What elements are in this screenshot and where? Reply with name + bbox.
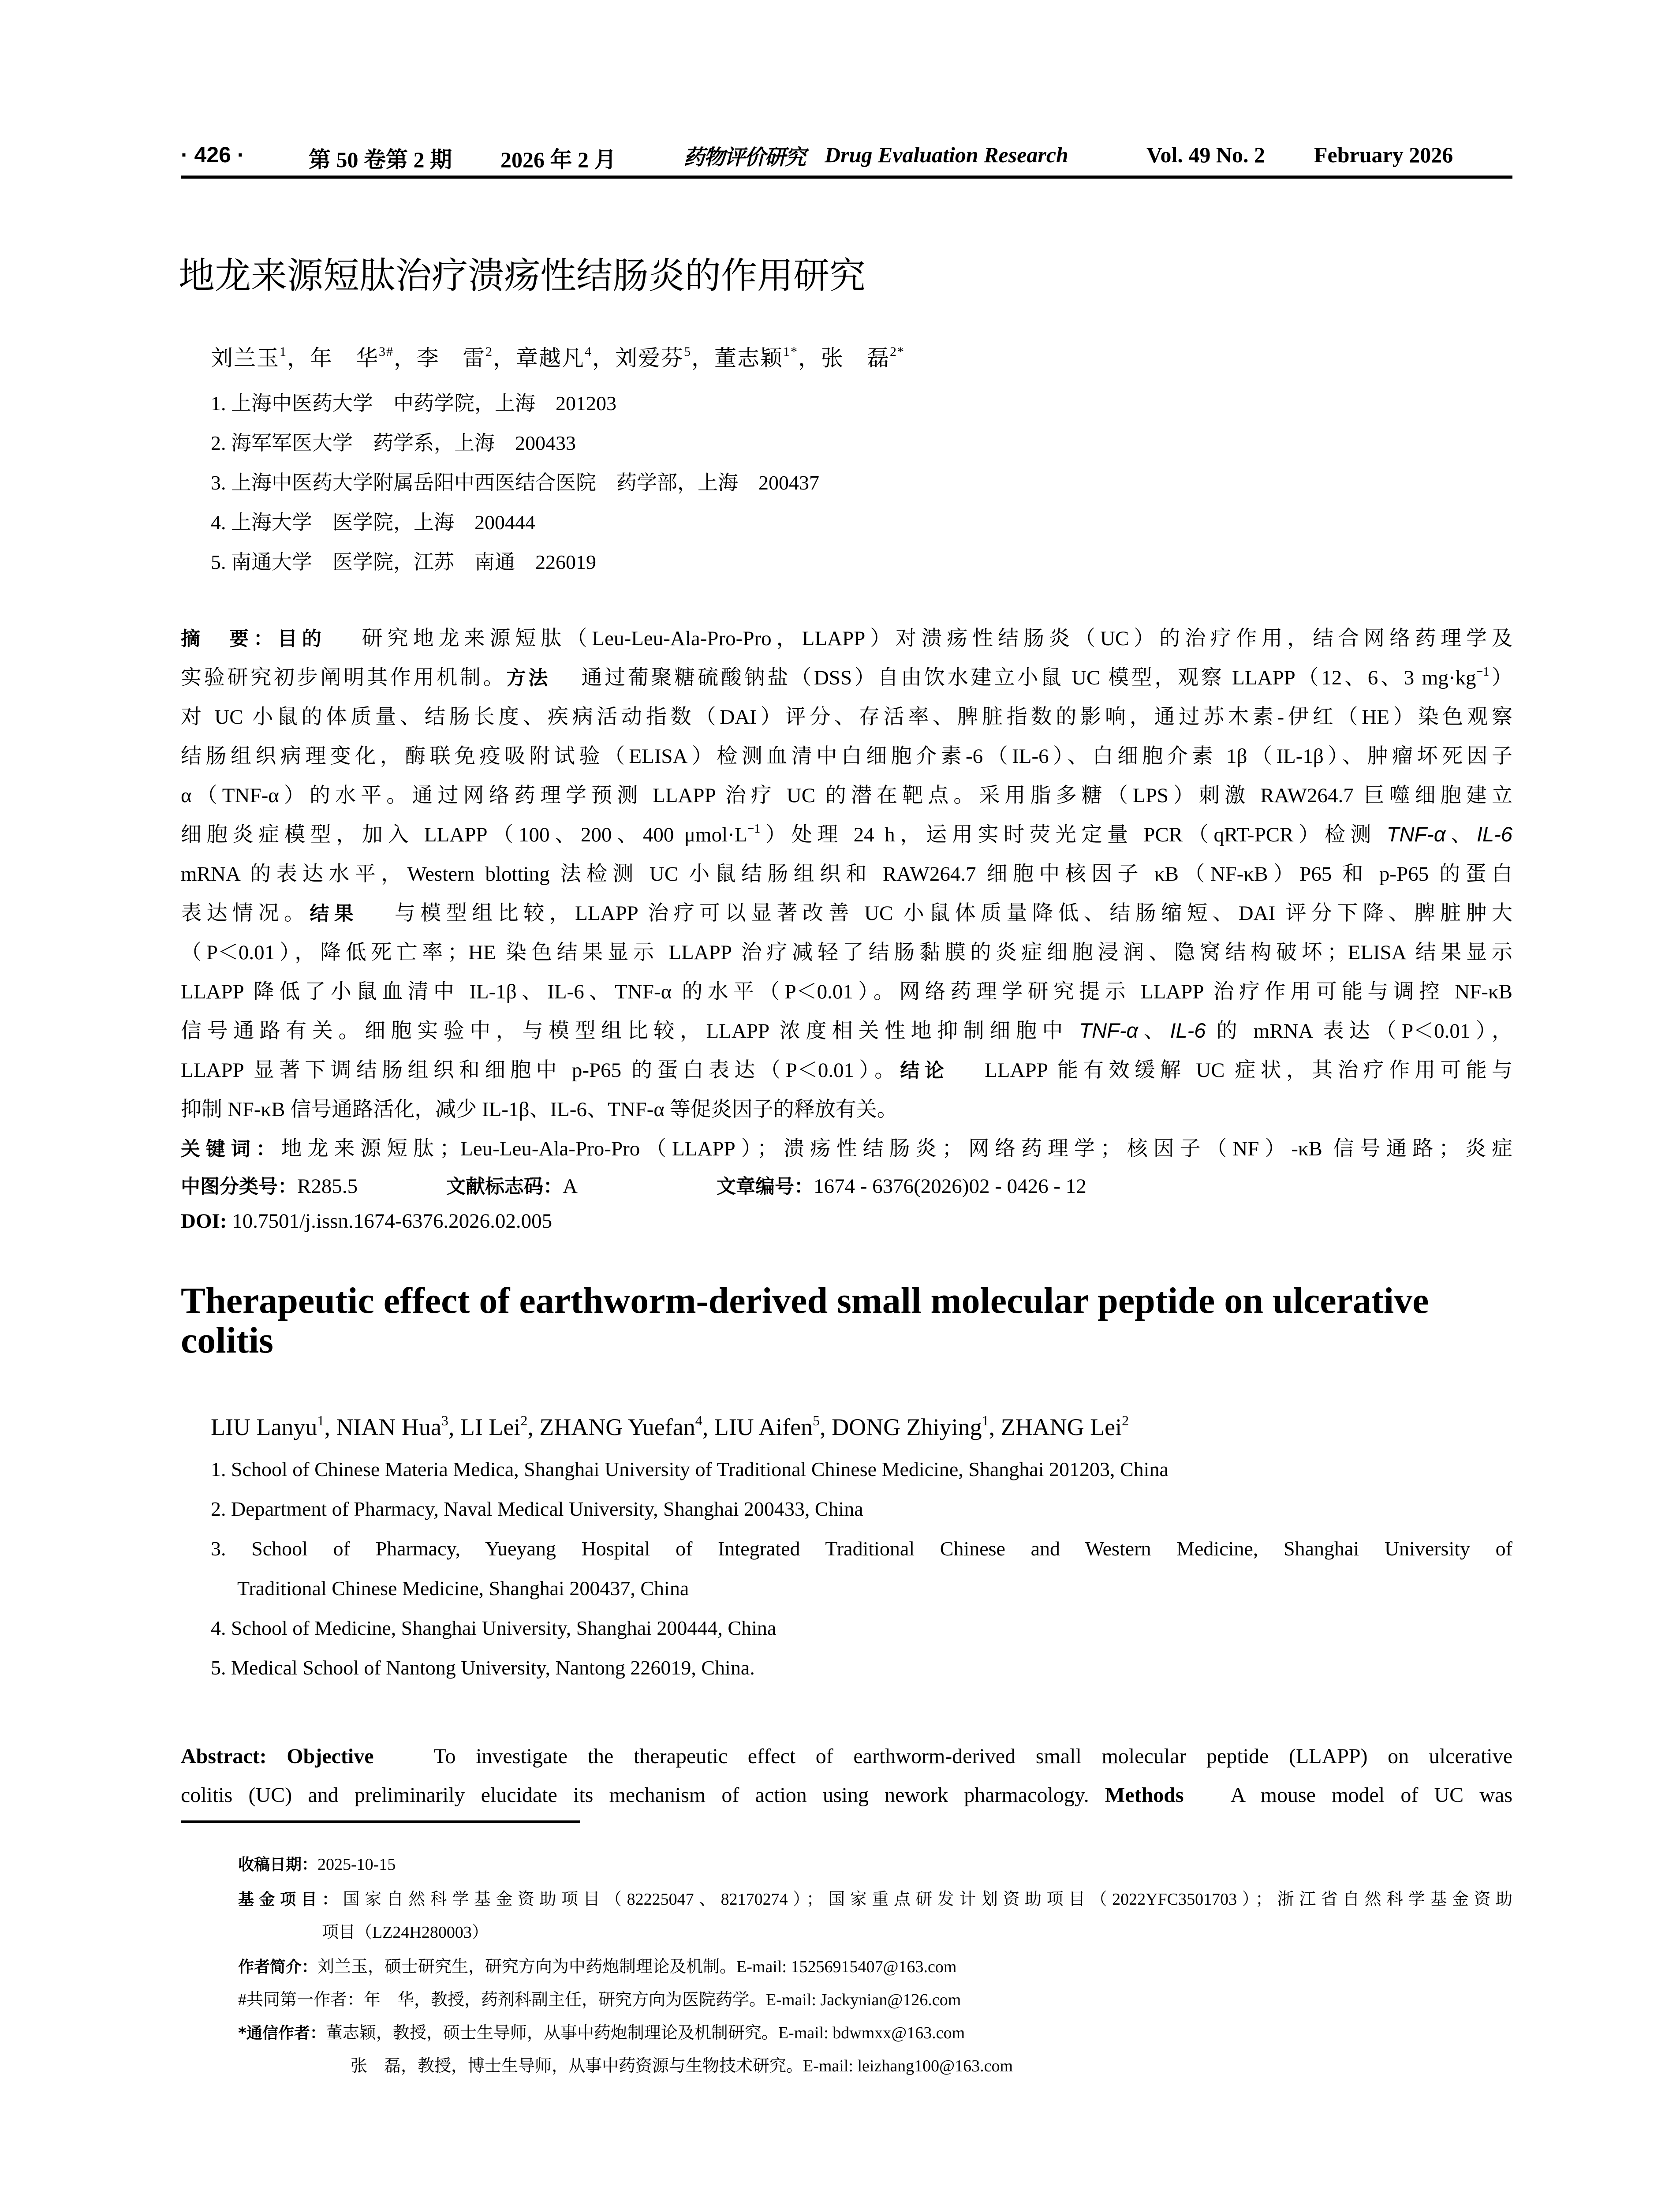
abstract-cn-line [181, 1054, 1512, 1083]
abstract-cn-line [181, 1014, 1512, 1044]
author-affiliation-sup: 2 [485, 344, 493, 359]
author-separator: , [820, 1414, 832, 1440]
co-first-label: #共同第一作者： [238, 1991, 364, 2009]
clc-value: R285.5 [297, 1175, 358, 1198]
abstract-text: 与模型组比较，LLAPP 治疗可以显著改善 UC 小鼠体质量降低、结肠缩短、DAI 评分下降、脾脏肿大 [394, 902, 1513, 925]
article-number [717, 1170, 1086, 1199]
author-name: 刘兰玉 [211, 346, 280, 370]
gene-name: TNF-α [1386, 822, 1446, 846]
journal-name-en: Drug Evaluation Research [825, 142, 1068, 167]
gene-name: TNF-α [1079, 1019, 1139, 1042]
abstract-label: 摘 要： [181, 628, 278, 650]
received-value: 2025-10-15 [317, 1855, 396, 1874]
footnote-corresponding-2: 张 磊，教授，博士生导师，从事中药资源与生物技术研究。E-mail: leizhang100@163.com [351, 2057, 1013, 2075]
footnote-corresponding [238, 2019, 965, 2043]
author-separator: , [989, 1414, 1001, 1440]
received-label: 收稿日期： [238, 1856, 318, 1874]
clc-label: 中图分类号： [181, 1175, 297, 1198]
objective-en-label: Objective [287, 1745, 374, 1768]
author-affiliation-sup: 2* [890, 344, 905, 359]
gene-name: IL-6 [1477, 822, 1512, 846]
affiliation-cn: 3. 上海中医药大学附属岳阳中西医结合医院 药学部，上海 200437 [211, 471, 819, 494]
affiliation-cn: 4. 上海大学 医学院，上海 200444 [211, 511, 535, 534]
author-affiliation-sup: 2 [1122, 1413, 1129, 1428]
author-name: 刘爱芬 [615, 346, 684, 370]
affiliation-en-continued: Traditional Chinese Medicine, Shanghai 200437, China [237, 1577, 689, 1600]
keywords-text: 地龙来源短肽；Leu-Leu-Ala-Pro-Pro（LLAPP）；溃疡性结肠炎；网络药理学；核因子（NF）-κB 信号通路；炎症 [281, 1137, 1512, 1160]
author-name: DONG Zhiying [832, 1414, 982, 1440]
author-affiliation-sup: 1 [982, 1413, 989, 1428]
author-name: 年 华 [310, 346, 379, 370]
header-rule [181, 176, 1512, 179]
doc-code-label: 文献标志码： [446, 1175, 563, 1198]
footnote-author-bio [238, 1953, 956, 1977]
author-separator: , [527, 1414, 540, 1440]
abstract-en-text: A mouse model of UC was [1230, 1783, 1512, 1807]
date-cn: 2026 年 2 月 [500, 147, 616, 172]
affiliation-en: 1. School of Chinese Materia Medica, Shanghai University of Traditional Chinese Medicine, Shanghai 201203, China [211, 1458, 1169, 1480]
abstract-cn-line: 结肠组织病理变化，酶联免疫吸附试验（ELISA）检测血清中白细胞介素-6（IL-6）、白细胞介素 1β（IL-1β）、肿瘤坏死因子 [181, 745, 1512, 768]
abstract-en-label: Abstract: [181, 1745, 267, 1768]
author-affiliation-sup: 4 [695, 1413, 702, 1428]
abstract-cn-line: 对 UC 小鼠的体质量、结肠长度、疾病活动指数（DAI）评分、存活率、脾脏指数的影响，通过苏木素-伊红（HE）染色观察 [181, 706, 1512, 729]
doi-line [181, 1209, 552, 1233]
author-list-en [211, 1413, 1129, 1441]
author-affiliation-sup: 3# [379, 344, 394, 359]
footnote-co-first-author [238, 1986, 961, 2010]
affiliation-cn: 1. 上海中医药大学 中药学院，上海 201203 [211, 392, 616, 415]
conclusion-label: 结论 [900, 1059, 949, 1082]
doi-label: DOI: [181, 1210, 227, 1233]
methods-en-label: Methods [1105, 1783, 1184, 1807]
author-affiliation-sup: 1* [783, 344, 798, 359]
article-title-cn: 地龙来源短肽治疗溃疡性结肠炎的作用研究 [179, 255, 866, 297]
superscript: −1 [1476, 665, 1490, 679]
abstract-text: 表达情况。 [181, 902, 310, 925]
article-no-value: 1674 - 6376(2026)02 - 0426 - 12 [814, 1175, 1086, 1198]
classification-line [181, 1170, 358, 1199]
abstract-text: 研究地龙来源短肽（Leu-Leu-Ala-Pro-Pro，LLAPP）对溃疡性结肠炎（UC）的治疗作用，结合网络药理学及 [362, 627, 1513, 650]
affiliation-en: 5. Medical School of Nantong University, Nantong 226019, China. [211, 1656, 755, 1679]
article-title-en: Therapeutic effect of earthworm-derived small molecular peptide on ulcerative colitis [181, 1280, 1429, 1361]
author-affiliation-sup: 3 [441, 1413, 448, 1428]
fund-label: 基金项目： [238, 1891, 343, 1909]
abstract-cn-line [181, 661, 1512, 691]
abstract-text: LLAPP 能有效缓解 UC 症状，其治疗作用可能与 [985, 1059, 1513, 1082]
methods-label: 方法 [506, 667, 551, 689]
abstract-text: 实验研究初步阐明其作用机制。 [181, 666, 507, 689]
author-affiliation-sup: 1 [280, 344, 287, 359]
affiliation-cn: 2. 海军军医大学 药学系，上海 200433 [211, 432, 576, 454]
author-name: 章越凡 [516, 346, 585, 370]
abstract-cn-line: mRNA 的表达水平，Western blotting 法检测 UC 小鼠结肠组织和 RAW264.7 细胞中核因子 κB（NF-κB）P65 和 p-P65 的蛋白 [181, 863, 1512, 886]
journal-logo: 药物评价研究 [683, 145, 806, 170]
author-name: LI Lei [460, 1414, 521, 1440]
abstract-en-line [181, 1783, 1512, 1807]
abstract-en-text: colitis (UC) and preliminarily elucidate its mechanism of action using nework pharmacology. [181, 1783, 1089, 1807]
co-first-text: 年 华，教授，药剂科副主任，研究方向为医院药学。E-mail: Jackynian@126.com [364, 1991, 961, 2009]
bio-label: 作者简介： [238, 1958, 318, 1976]
affiliation-cn: 5. 南通大学 医学院，江苏 南通 226019 [211, 551, 596, 573]
author-separator: ， [592, 346, 615, 370]
author-name: 董志颖 [714, 346, 783, 370]
author-affiliation-sup: 4 [585, 344, 592, 359]
bio-text: 刘兰玉，硕士研究生，研究方向为中药炮制理论及机制。E-mail: 15256915407@163.com [317, 1958, 957, 1976]
author-name: 张 磊 [821, 346, 890, 370]
author-separator: ， [691, 346, 714, 370]
results-label: 结果 [310, 902, 359, 925]
abstract-text: LLAPP 显著下调结肠组织和细胞中 p-P65 的蛋白表达（P＜0.01）。 [181, 1059, 900, 1082]
author-separator: , [324, 1414, 336, 1440]
gene-name: IL-6 [1170, 1019, 1206, 1042]
abstract-cn-line [181, 818, 1512, 848]
abstract-cn-line: 抑制 NF-κB 信号通路活化，减少 IL-1β、IL-6、TNF-α 等促炎因子的释放有关。 [181, 1098, 898, 1121]
abstract-text: 信号通路有关。细胞实验中，与模型组比较，LLAPP 浓度相关性地抑制细胞中 [181, 1020, 1079, 1043]
separator: 、 [1445, 823, 1477, 846]
page-number: · 426 · [181, 142, 245, 167]
doc-code-value: A [563, 1175, 578, 1198]
author-separator: ， [394, 346, 417, 370]
corresponding-label: *通信作者： [238, 2024, 326, 2042]
abstract-text: 的 mRNA 表达（P＜0.01）， [1206, 1020, 1512, 1043]
abstract-cn-line: （P＜0.01），降低死亡率；HE 染色结果显示 LLAPP 治疗减轻了结肠黏膜的炎症细胞浸润、隐窝结构破坏；ELISA 结果显示 [181, 941, 1512, 964]
abstract-en-line [181, 1744, 1512, 1768]
author-name: ZHANG Yuefan [539, 1414, 695, 1440]
author-separator: ， [287, 346, 310, 370]
abstract-en-text: To investigate the therapeutic effect of earthworm-derived small molecular peptide (LLAPP) on ulcerative [433, 1745, 1513, 1768]
author-affiliation-sup: 5 [813, 1413, 820, 1428]
author-affiliation-sup: 1 [317, 1413, 325, 1428]
abstract-cn-line: LLAPP 降低了小鼠血清中 IL-1β、IL-6、TNF-α 的水平（P＜0.01）。网络药理学研究提示 LLAPP 治疗作用可能与调控 NF-κB [181, 980, 1512, 1003]
abstract-cn-line: α（TNF-α）的水平。通过网络药理学预测 LLAPP 治疗 UC 的潜在靶点。采用脂多糖（LPS）刺激 RAW264.7 巨噬细胞建立 [181, 784, 1512, 807]
author-name: ZHANG Lei [1001, 1414, 1122, 1440]
abstract-cn-line [181, 897, 1512, 926]
abstract-text: 通过葡聚糖硫酸钠盐（DSS）自由饮水建立小鼠 UC 模型，观察 LLAPP（12、6、3 mg·kg [581, 666, 1476, 689]
footnote-fund-continued: 项目（LZ24H280003） [322, 1923, 489, 1942]
running-header [181, 142, 1512, 173]
volume-issue-en: Vol. 49 No. 2 [1146, 142, 1266, 167]
separator: 、 [1138, 1020, 1170, 1043]
abstract-text: ）处理 24 h，运用实时荧光定量 PCR（qRT-PCR）检测 [760, 823, 1387, 846]
author-separator: ， [493, 346, 516, 370]
abstract-cn-line [181, 622, 1512, 651]
author-name: 李 雷 [417, 346, 485, 370]
footnote-fund [238, 1885, 1512, 1910]
article-no-label: 文章编号： [717, 1175, 814, 1198]
doc-code [446, 1170, 578, 1199]
author-affiliation-sup: 2 [520, 1413, 528, 1428]
author-name: NIAN Hua [336, 1414, 441, 1440]
keywords-cn [181, 1132, 1512, 1162]
author-separator: , [448, 1414, 460, 1440]
date-en: February 2026 [1314, 142, 1453, 167]
volume-issue-cn: 第 50 卷第 2 期 [309, 147, 452, 172]
superscript: −1 [747, 822, 761, 836]
author-separator: , [702, 1414, 714, 1440]
objective-label: 目的 [277, 628, 326, 650]
author-affiliation-sup: 5 [684, 344, 691, 359]
footnote-received [238, 1852, 396, 1875]
footnote-rule [181, 1820, 580, 1823]
abstract-text: 细胞炎症模型，加入 LLAPP（100、200、400 μmol·L [181, 823, 747, 846]
author-separator: ， [798, 346, 821, 370]
author-name: LIU Aifen [714, 1414, 813, 1440]
abstract-text: ） [1489, 666, 1513, 689]
fund-text: 国家自然科学基金资助项目（82225047、82170274）；国家重点研发计划资助项目（2022YFC3501703）；浙江省自然科学基金资助 [343, 1890, 1512, 1909]
author-list-cn [211, 340, 905, 372]
corresponding-text: 董志颖，教授，硕士生导师，从事中药炮制理论及机制研究。E-mail: bdwmxx@163.com [325, 2024, 965, 2042]
affiliation-en: 3. School of Pharmacy, Yueyang Hospital of Integrated Traditional Chinese and Western Medicine, Shanghai University of [211, 1537, 1512, 1560]
keywords-label: 关键词： [181, 1138, 281, 1160]
author-name: LIU Lanyu [211, 1414, 317, 1440]
affiliation-en: 4. School of Medicine, Shanghai University, Shanghai 200444, China [211, 1617, 777, 1639]
doi-value[interactable]: 10.7501/j.issn.1674-6376.2026.02.005 [232, 1210, 553, 1233]
affiliation-en: 2. Department of Pharmacy, Naval Medical University, Shanghai 200433, China [211, 1498, 863, 1520]
